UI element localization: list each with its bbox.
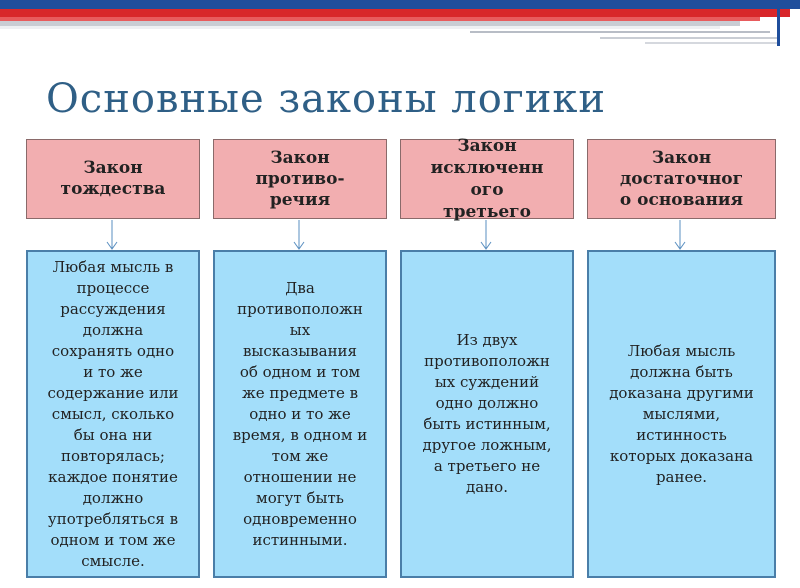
law-heading-text: Закон достаточног о основания (619, 147, 744, 210)
law-heading-sufficient-reason (587, 139, 776, 219)
top-stripe-vertical (777, 0, 780, 46)
arrow-down-icon (106, 220, 118, 250)
law-heading-text: Закон противо- речия (255, 147, 345, 210)
arrow-down-icon (674, 220, 686, 250)
law-heading-contradiction (213, 139, 387, 219)
top-stripe-red (0, 9, 790, 17)
law-description-excluded-middle (400, 250, 574, 578)
law-heading-text: Закон тождества (60, 158, 166, 199)
top-stripe-white (0, 26, 720, 29)
top-stripe-line (470, 31, 770, 33)
arrow-down-icon (480, 220, 492, 250)
law-description-sufficient-reason (587, 250, 776, 578)
law-description-contradiction (213, 250, 387, 578)
slide-title: Основные законы логики (46, 76, 607, 122)
law-description-text: Из двух противоположн ых суждений одно должно быть истинным, другое ложным, а третьего не дано. (422, 331, 552, 496)
law-heading-identity (26, 139, 200, 219)
law-heading-excluded-middle (400, 136, 574, 222)
law-description-text: Любая мысль в процессе рассуждения должна сохранять одно и то же содержание или смысл, сколько бы она ни повторялась; каждое понятие должно употребляться в одном и том же смысле. (47, 257, 179, 570)
law-description-text: Два противоположн ых высказывания об одном и том же предмете в одно и то же время, в одном и том же отношении не могут быть одновременно истинными. (232, 278, 368, 549)
top-stripe-blue (0, 0, 800, 9)
arrow-down-icon (293, 220, 305, 250)
top-stripe-line (645, 42, 780, 44)
law-heading-text: Закон исключенн ого третьего (430, 136, 544, 222)
law-description-identity (26, 250, 200, 578)
law-description-text: Любая мысль должна быть доказана другими мыслями, истинность которых доказана ранее. (609, 341, 754, 486)
top-stripe-line (600, 37, 780, 39)
